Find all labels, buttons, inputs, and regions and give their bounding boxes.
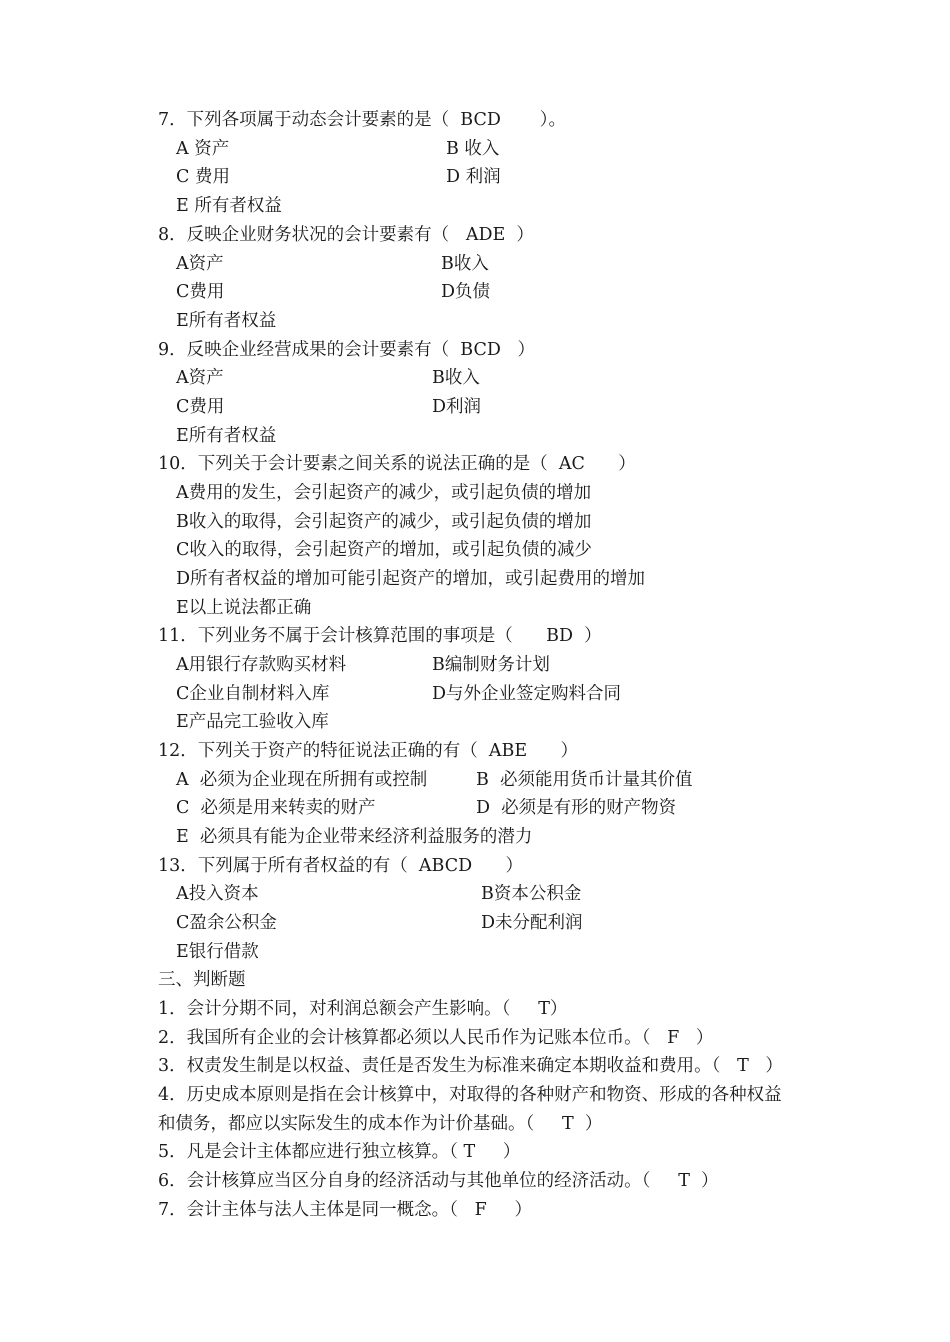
q7-option-d: D 利润 [446,167,501,187]
q11-option-e: E产品完工验收入库 [176,712,329,732]
q9-option-b: B收入 [432,368,480,388]
q7-question: 7．下列各项属于动态会计要素的是（ BCD ）。 [158,110,567,130]
q13-question: 13．下列属于所有者权益的有（ ABCD ） [158,856,524,876]
q9-option-e: E所有者权益 [176,426,277,446]
q8-option-a: A资产 [176,254,224,274]
q7-option-a: A 资产 [176,139,230,159]
q7-option-b: B 收入 [446,139,500,159]
q7-option-c: C 费用 [176,167,230,187]
q11-option-d: D与外企业签定购料合同 [432,684,622,704]
q8-option-d: D负债 [441,282,491,302]
q9-option-c: C费用 [176,397,225,417]
q13-option-a: A投入资本 [176,884,259,904]
q10-option-d: D所有者权益的增加可能引起资产的增加，或引起费用的增加 [176,569,646,589]
q11-option-b: B编制财务计划 [432,655,550,675]
section-heading: 三、判断题 [158,970,246,990]
q10-option-e: E以上说法都正确 [176,598,312,618]
q10-option-a: A费用的发生，会引起资产的减少，或引起负债的增加 [176,483,592,503]
tf-item-3: 3．权责发生制是以权益、责任是否发生为标准来确定本期收益和费用。（ T ） [158,1056,783,1076]
q9-option-d: D利润 [432,397,482,417]
q13-option-e: E银行借款 [176,942,259,962]
q11-option-a: A用银行存款购买材料 [176,655,347,675]
q10-option-b: B收入的取得，会引起资产的减少，或引起负债的增加 [176,512,592,532]
q10-question: 10．下列关于会计要素之间关系的说法正确的是（ AC ） [158,454,636,474]
q12-option-b: B 必须能用货币计量其价值 [476,770,693,790]
q13-option-c: C盈余公积金 [176,913,277,933]
tf-item-4-continued: 和债务，都应以实际发生的成本作为计价基础。（ T ） [158,1114,603,1134]
q10-option-c: C收入的取得，会引起资产的增加，或引起负债的减少 [176,540,592,560]
tf-item-6: 6．会计核算应当区分自身的经济活动与其他单位的经济活动。（ T ） [158,1171,719,1191]
tf-item-5: 5．凡是会计主体都应进行独立核算。（ T ） [158,1142,521,1162]
q13-option-d: D未分配利润 [481,913,583,933]
tf-item-7: 7．会计主体与法人主体是同一概念。（ F ） [158,1200,533,1220]
q12-question: 12．下列关于资产的特征说法正确的有（ ABE ） [158,741,579,761]
q11-question: 11．下列业务不属于会计核算范围的事项是（ BD ） [158,626,602,646]
tf-item-1: 1．会计分期不同，对利润总额会产生影响。（ T） [158,999,568,1019]
q9-option-a: A资产 [176,368,224,388]
q9-question: 9．反映企业经营成果的会计要素有（ BCD ） [158,340,536,360]
q12-option-a: A 必须为企业现在所拥有或控制 [176,770,428,790]
q8-option-b: B收入 [441,254,489,274]
q11-option-c: C企业自制材料入库 [176,684,330,704]
tf-item-4: 4．历史成本原则是指在会计核算中，对取得的各种财产和物资、形成的各种权益 [158,1085,782,1105]
q8-option-e: E所有者权益 [176,311,277,331]
tf-item-2: 2．我国所有企业的会计核算都必须以人民币作为记账本位币。（ F ） [158,1028,714,1048]
q12-option-e: E 必须具有能为企业带来经济利益服务的潜力 [176,827,533,847]
q8-question: 8．反映企业财务状况的会计要素有（ ADE ） [158,225,534,245]
q13-option-b: B资本公积金 [481,884,582,904]
q12-option-c: C 必须是用来转卖的财产 [176,798,376,818]
q8-option-c: C费用 [176,282,225,302]
q12-option-d: D 必须是有形的财产物资 [476,798,677,818]
q7-option-e: E 所有者权益 [176,196,282,216]
